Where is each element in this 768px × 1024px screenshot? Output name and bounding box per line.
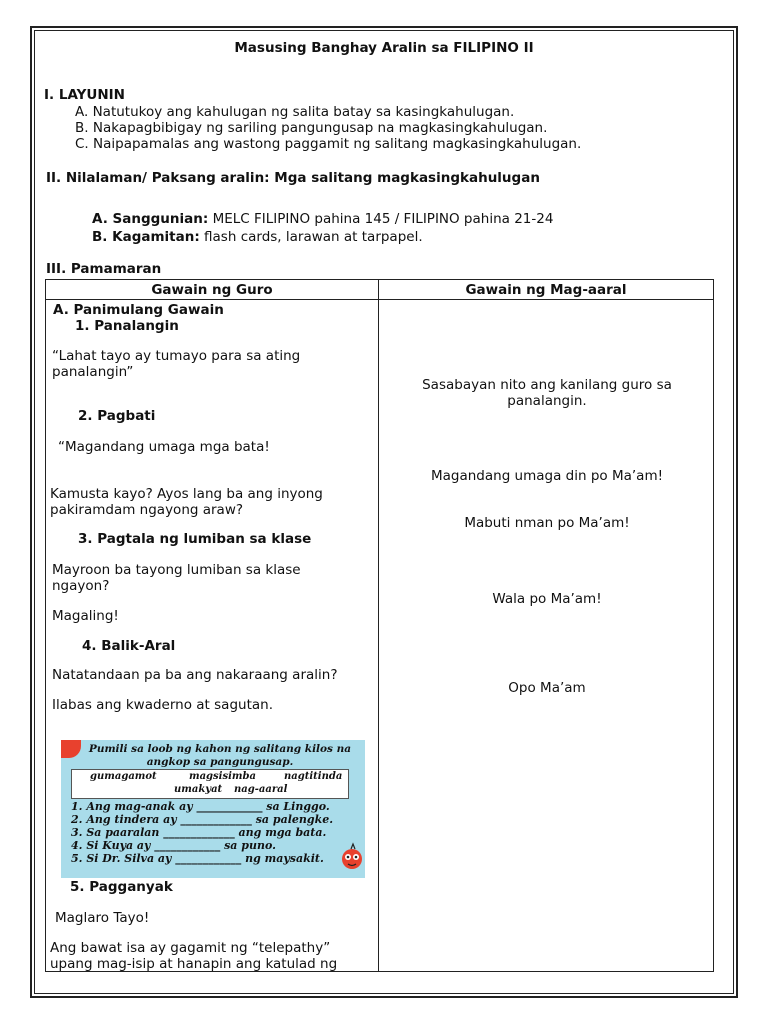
- panimulang-gawain: A. Panimulang Gawain: [53, 302, 224, 318]
- magaling-text: Magaling!: [52, 608, 119, 624]
- panalangin-heading: 1. Panalangin: [75, 318, 179, 334]
- worksheet-item: 1. Ang mag-anak ay ____________ sa Linggo.: [71, 800, 330, 813]
- telepathy-text: Ang bawat isa ay gagamit ng “telepathy” upang mag-isip at hanapin ang katulad ng: [50, 940, 338, 972]
- worksheet-item: 2. Ang tindera ay _____________ sa palengke.: [71, 813, 334, 826]
- kagamitan-value: flash cards, larawan at tarpapel.: [204, 229, 423, 245]
- balik-aral-heading: 4. Balik-Aral: [82, 638, 176, 654]
- balik-aral-text: Natatandaan pa ba ang nakaraang aralin?: [52, 667, 338, 683]
- kamusta-text: Kamusta kayo? Ayos lang ba ang inyong pakiramdam ngayong araw?: [50, 486, 323, 518]
- pagbati-heading: 2. Pagbati: [78, 408, 156, 424]
- layunin-item-a: A. Natutukoy ang kahulugan ng salita batay sa kasingkahulugan.: [75, 104, 515, 120]
- worksheet-instruction: Pumili sa loob ng kahon ng salitang kilos na angkop sa pangungusap.: [88, 743, 352, 768]
- panalangin-text: “Lahat tayo ay tumayo para sa ating panalangin”: [52, 348, 301, 380]
- kagamitan-label: B. Kagamitan:: [92, 229, 200, 245]
- worksheet-item: 4. Si Kuya ay ____________ sa puno.: [71, 839, 276, 852]
- word-bank-word: umakyat: [174, 784, 223, 795]
- word-bank-word: nagtitinda: [284, 771, 343, 782]
- pagganyak-heading: 5. Pagganyak: [70, 879, 173, 895]
- nilalaman-topic: Mga salitang magkasingkahulugan: [274, 170, 540, 186]
- worksheet-image: [61, 740, 365, 878]
- pamamaran-heading: III. Pamamaran: [46, 261, 162, 277]
- maglaro-text: Maglaro Tayo!: [55, 910, 150, 926]
- sanggunian-label: A. Sanggunian:: [92, 211, 209, 227]
- kagamitan-line: [92, 229, 423, 245]
- word-bank-box: [71, 769, 349, 799]
- mascot-icon: [339, 842, 365, 872]
- layunin-heading: I. LAYUNIN: [44, 87, 125, 103]
- pagtala-text: Mayroon ba tayong lumiban sa klase ngayon?: [52, 562, 301, 594]
- lumiban-response: Wala po Ma’am!: [492, 591, 602, 607]
- nilalaman-line: [46, 170, 540, 186]
- header-guro: Gawain ng Guro: [46, 280, 379, 300]
- word-bank-word: nag-aaral: [234, 784, 288, 795]
- sanggunian-line: [92, 211, 553, 227]
- ilabas-text: Ilabas ang kwaderno at sagutan.: [52, 697, 273, 713]
- nilalaman-heading: II. Nilalaman/ Paksang aralin:: [46, 170, 270, 186]
- page-title: Masusing Banghay Aralin sa FILIPINO II: [234, 40, 534, 56]
- sanggunian-value: MELC FILIPINO pahina 145 / FILIPINO pahina 21-24: [212, 211, 554, 227]
- word-bank-word: gumagamot: [90, 771, 157, 782]
- pagbati-response: Magandang umaga din po Ma’am!: [430, 468, 664, 484]
- pagtala-heading: 3. Pagtala ng lumiban sa klase: [78, 531, 312, 547]
- balik-aral-response: Opo Ma’am: [508, 680, 586, 696]
- worksheet-item: 3. Sa paaralan _____________ ang mga bata.: [71, 826, 327, 839]
- pagbati-text: “Magandang umaga mga bata!: [58, 439, 270, 455]
- kamusta-response: Mabuti nman po Ma’am!: [464, 515, 630, 531]
- worksheet-item: 5. Si Dr. Silva ay ____________ ng maysakit.: [71, 852, 324, 865]
- layunin-item-b: B. Nakapagbibigay ng sariling pangungusap na magkasingkahulugan.: [75, 120, 548, 136]
- layunin-item-c: C. Naipapamalas ang wastong paggamit ng salitang magkasingkahulugan.: [75, 136, 582, 152]
- word-bank-word: magsisimba: [189, 771, 256, 782]
- header-mag-aaral: Gawain ng Mag-aaral: [379, 280, 714, 300]
- panalangin-response: Sasabayan nito ang kanilang guro sa panalangin.: [422, 377, 672, 409]
